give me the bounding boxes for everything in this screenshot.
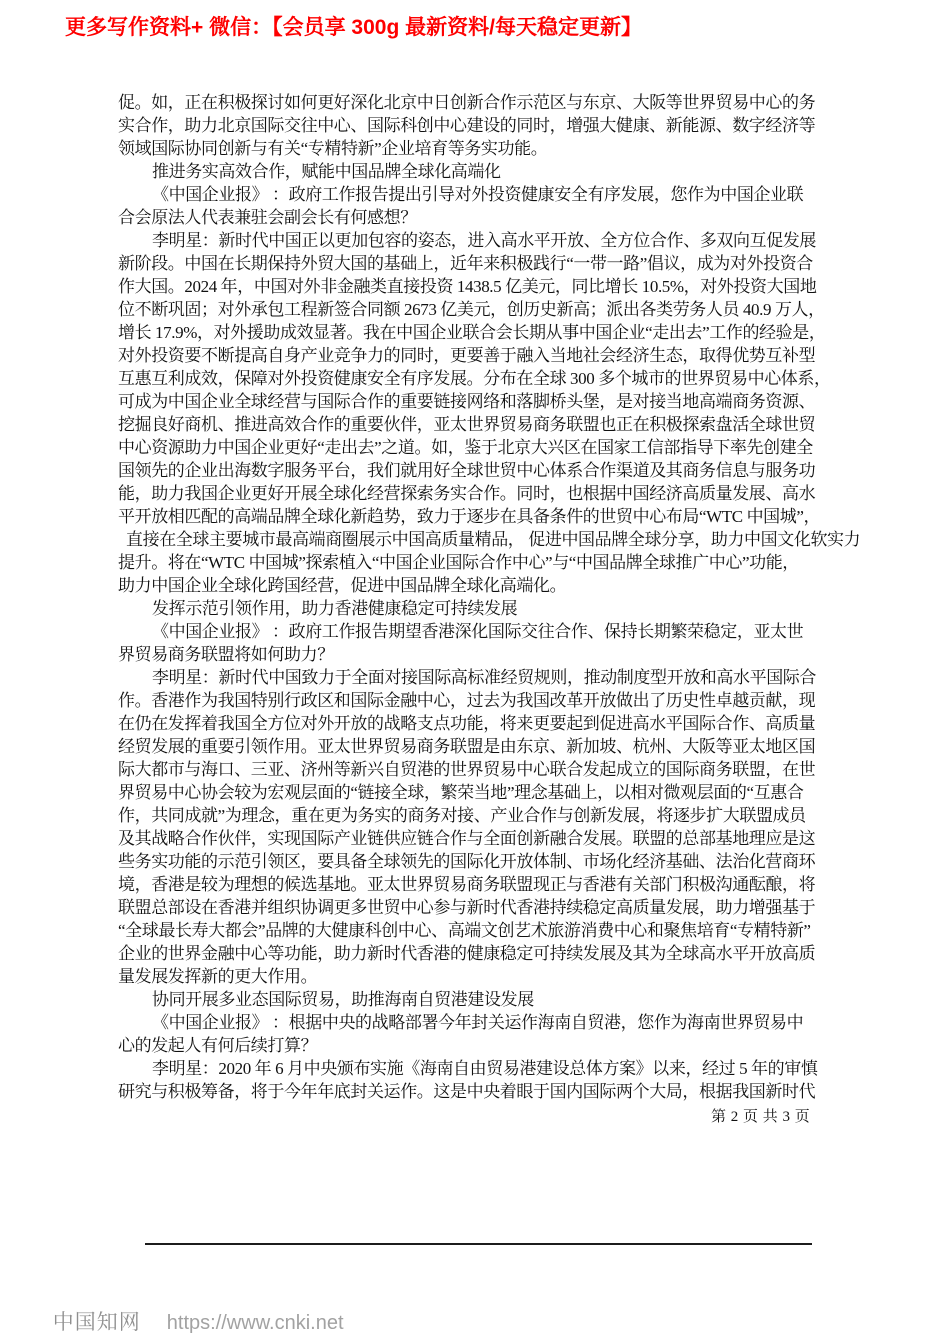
- body-text-line: 新阶段。中国在长期保持外贸大国的基础上，近年来积极践行“一带一路”倡议，成为对外投资合: [118, 254, 813, 273]
- body-text-line: 作，共同成就”为理念，重在更为务实的商务对接、产业合作与创新发展，将逐步扩大联盟成员: [118, 806, 806, 825]
- body-text-line: 可成为中国企业全球经营与国际合作的重要链接网络和落脚桥头堡，是对接当地高端商务资源、: [118, 392, 816, 411]
- body-text-line: 中心资源助力中国企业更好“走出去”之道。如，鉴于北京大兴区在国家工信部指导下率先创建全: [118, 438, 813, 457]
- body-text-line: 些务实功能的示范引领区，要具备全球领先的国际化开放体制、市场化经济基础、法治化营商环: [118, 852, 816, 871]
- body-text-line: 《中国企业报》 ：政府工作报告期望香港深化国际交往合作、保持长期繁荣稳定，亚太世: [152, 622, 804, 641]
- body-text-line: 《中国企业报》 ：政府工作报告提出引导对外投资健康安全有序发展，您作为中国企业联: [152, 185, 804, 204]
- body-text-line: 李明星：新时代中国正以更加包容的姿态，进入高水平开放、全方位合作、多双向互促发展: [152, 231, 816, 250]
- footer-divider: [145, 1243, 812, 1245]
- body-text-line: 李明星：新时代中国致力于全面对接国际高标准经贸规则，推动制度型开放和高水平国际合: [152, 668, 816, 687]
- document-body: [118, 91, 861, 1103]
- body-text-line: 联盟总部设在香港并组织协调更多世贸中心参与新时代香港持续稳定高质量发展，助力增强基于: [118, 898, 816, 917]
- body-text-line: 国领先的企业出海数字服务平台，我们就用好全球世贸中心体系合作渠道及其商务信息与服务功: [118, 461, 816, 480]
- body-text-line: 境，香港是较为理想的候选基地。亚太世界贸易商务联盟现正与香港有关部门积极沟通酝酿，将: [118, 875, 816, 894]
- body-text-line: 在仍在发挥着我国全方位对外开放的战略支点功能，将来更要起到促进高水平国际合作、高质量: [118, 714, 816, 733]
- body-text-line: 研究与积极筹备，将于今年年底封关运作。这是中央着眼于国内国际两个大局，根据我国新时代: [118, 1082, 816, 1101]
- body-text-line: 际大都市与海口、三亚、济州等新兴自贸港的世界贸易中心联合发起成立的国际商务联盟，在世: [118, 760, 816, 779]
- cnki-url-text: https://www.cnki.net: [166, 1312, 344, 1334]
- body-text-line: 促。如，正在积极探讨如何更好深化北京中日创新合作示范区与东京、大阪等世界贸易中心的务: [118, 93, 816, 112]
- promo-banner: 更多写作资料+ 微信：【会员享 300g 最新资料/每天稳定更新】: [65, 16, 642, 39]
- body-text-line: 实合作，助力北京国际交往中心、国际科创中心建设的同时，增强大健康、新能源、数字经济等: [118, 116, 816, 135]
- section-heading-line: 推进务实高效合作，赋能中国品牌全球化高端化: [152, 162, 501, 181]
- body-text-line: 位不断巩固；对外承包工程新签合同额 2673 亿美元，创历史新高；派出各类劳务人员 40.9 万人，: [118, 300, 825, 319]
- body-text-line: 挖掘良好商机、推进高效合作的重要伙伴，亚太世界贸易商务联盟也正在积极探索盘活全球世贸: [118, 415, 816, 434]
- body-text-line: 量发展发挥新的更大作用。: [118, 967, 318, 986]
- body-text-line: 增长 17.9%，对外援助成效显著。我在中国企业联合会长期从事中国企业“走出去”工作的经验是，: [118, 323, 826, 342]
- section-heading-line: 协同开展多业态国际贸易，助推海南自贸港建设发展: [152, 990, 534, 1009]
- body-text-line: 作大国。2024 年，中国对外非金融类直接投资 1438.5 亿美元，同比增长 10.5%，对外投资大国地: [118, 277, 817, 296]
- body-text-line: 作。香港作为我国特别行政区和国际金融中心，过去为我国改革开放做出了历史性卓越贡献，现: [118, 691, 816, 710]
- body-text-line: 平开放相匹配的高端品牌全球化新趋势，致力于逐步在具备条件的世贸中心布局“WTC 中国城”，: [118, 507, 821, 526]
- cnki-brand-text: 中国知网: [52, 1311, 141, 1334]
- body-text-line: 互惠互利成效，保障对外投资健康安全有序发展。分布在全球 300 多个城市的世界贸易中心体系，: [118, 369, 831, 388]
- site-footer: [35, 1288, 344, 1344]
- body-text-line: 李明星：2020 年 6 月中央颁布实施《海南自由贸易港建设总体方案》以来，经过 5 年的审慎: [152, 1059, 818, 1078]
- body-text-line: 企业的世界金融中心等功能，助力新时代香港的健康稳定可持续发展及其为全球高水平开放高质: [118, 944, 816, 963]
- body-text-line: 界贸易商务联盟将如何助力？: [118, 645, 334, 664]
- body-text-line: 提升。将在“WTC 中国城”探索植入“中国企业国际合作中心”与“中国品牌全球推广中心”功能，: [118, 553, 799, 572]
- body-text-line: 《中国企业报》 ：根据中央的战略部署今年封关运作海南自贸港，您作为海南世界贸易中: [152, 1013, 804, 1032]
- body-text-line: 助力中国企业全球化跨国经营，促进中国品牌全球化高端化。: [118, 576, 567, 595]
- body-text-line: 及其战略合作伙伴，实现国际产业链供应链合作与全面创新融合发展。联盟的总部基地理应是这: [118, 829, 816, 848]
- body-text-line: “全球最长寿大都会”品牌的大健康科创中心、高端文创艺术旅游消费中心和聚焦培育“专精特新”: [118, 921, 811, 940]
- body-text-line: 对外投资要不断提高自身产业竞争力的同时，更要善于融入当地社会经济生态，取得优势互补型: [118, 346, 816, 365]
- body-text-line: 领域国际协同创新与有关“专精特新”企业培育等务实功能。: [118, 139, 548, 158]
- page-number: 第 2 页 共 3 页: [711, 1109, 811, 1125]
- body-text-line: 心的发起人有何后续打算？: [118, 1036, 318, 1055]
- body-text-line: 经贸发展的重要引领作用。亚太世界贸易商务联盟是由东京、新加坡、杭州、大阪等亚太地区国: [118, 737, 816, 756]
- section-heading-line: 发挥示范引领作用，助力香港健康稳定可持续发展: [152, 599, 518, 618]
- body-text-line: 界贸易中心协会较为宏观层面的“链接全球，繁荣当地”理念基础上，以相对微观层面的“互惠合: [118, 783, 804, 802]
- body-text-line: 合会原法人代表兼驻会副会长有何感想？: [118, 208, 417, 227]
- body-text-line: 能，助力我国企业更好开展全球化经营探索务实合作。同时，也根据中国经济高质量发展、高水: [118, 484, 816, 503]
- body-text-line: 直接在全球主要城市最高端商圈展示中国高质量精品， 促进中国品牌全球分享，助力中国文化软实力: [126, 530, 861, 549]
